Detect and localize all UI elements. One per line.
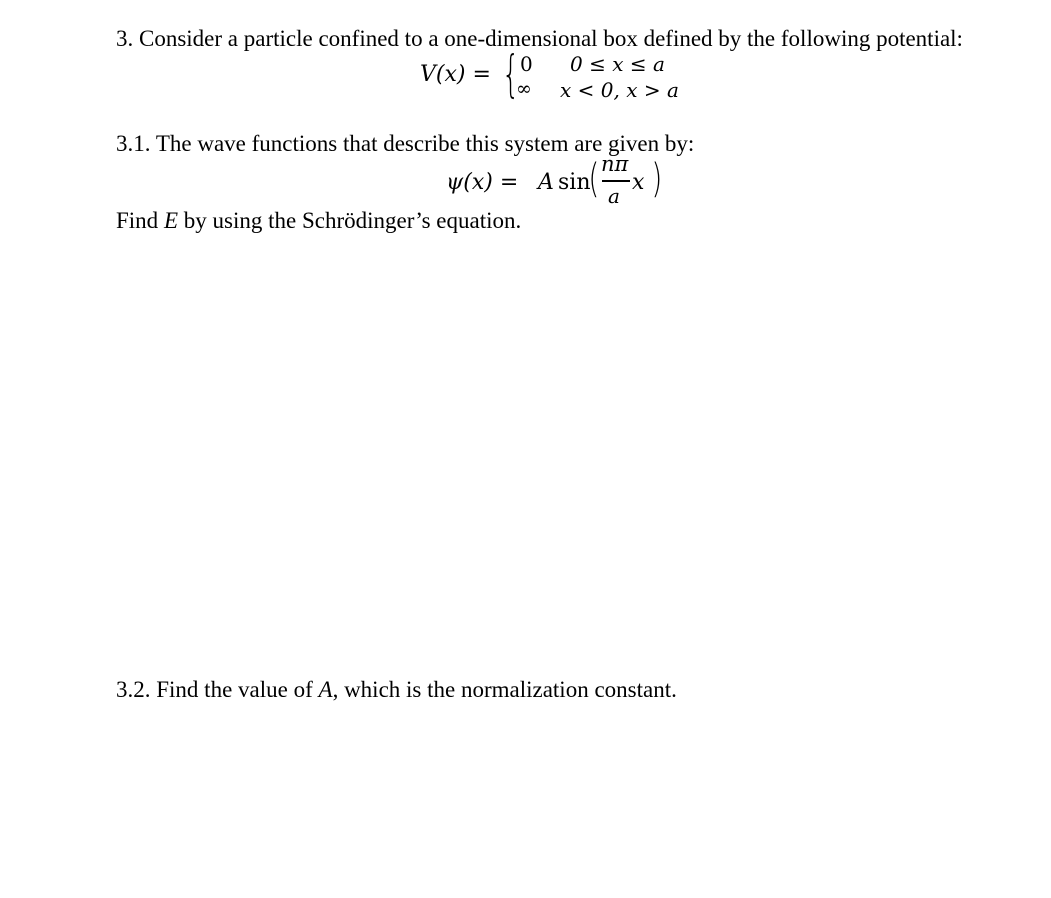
fraction-numerator: nπ [601,152,629,176]
fraction-bar [602,180,630,182]
close-paren: ) [651,156,663,202]
energy-symbol: E [163,208,178,233]
part-3-2-prompt [116,676,677,704]
fraction-denominator: a [608,184,620,208]
question-3-prompt: 3. Consider a particle confined to a one-dimensional box defined by the following potential: [116,26,963,51]
normalization-symbol: A [318,677,333,702]
part-3-2-text-before: 3.2. Find the value of [116,677,319,702]
part-3-2-text-after: , which is the normalization constant. [332,677,677,702]
condition-inside: 0 ≤ x ≤ a [570,52,665,76]
piecewise-brace: { [502,45,520,103]
amplitude-symbol: A [538,170,554,195]
condition-outside: x < 0, x > a [560,78,679,102]
potential-lhs: V(x) = [420,62,491,87]
task-text-before: Find [116,208,164,233]
potential-equation [420,45,700,106]
sine-function: sin [558,170,591,195]
potential-value-outside: ∞ [516,78,532,100]
wavefunction-equation [446,152,686,211]
part-3-1-task [116,207,521,235]
potential-value-inside: 0 [520,52,533,76]
position-variable: x [632,170,645,195]
open-paren: ( [588,156,600,202]
part-3-1-prompt: 3.1. The wave functions that describe this system are given by: [116,131,695,156]
task-text-after: by using the Schrödinger’s equation. [178,208,522,233]
wavefunction-lhs: ψ(x) = [446,170,519,195]
